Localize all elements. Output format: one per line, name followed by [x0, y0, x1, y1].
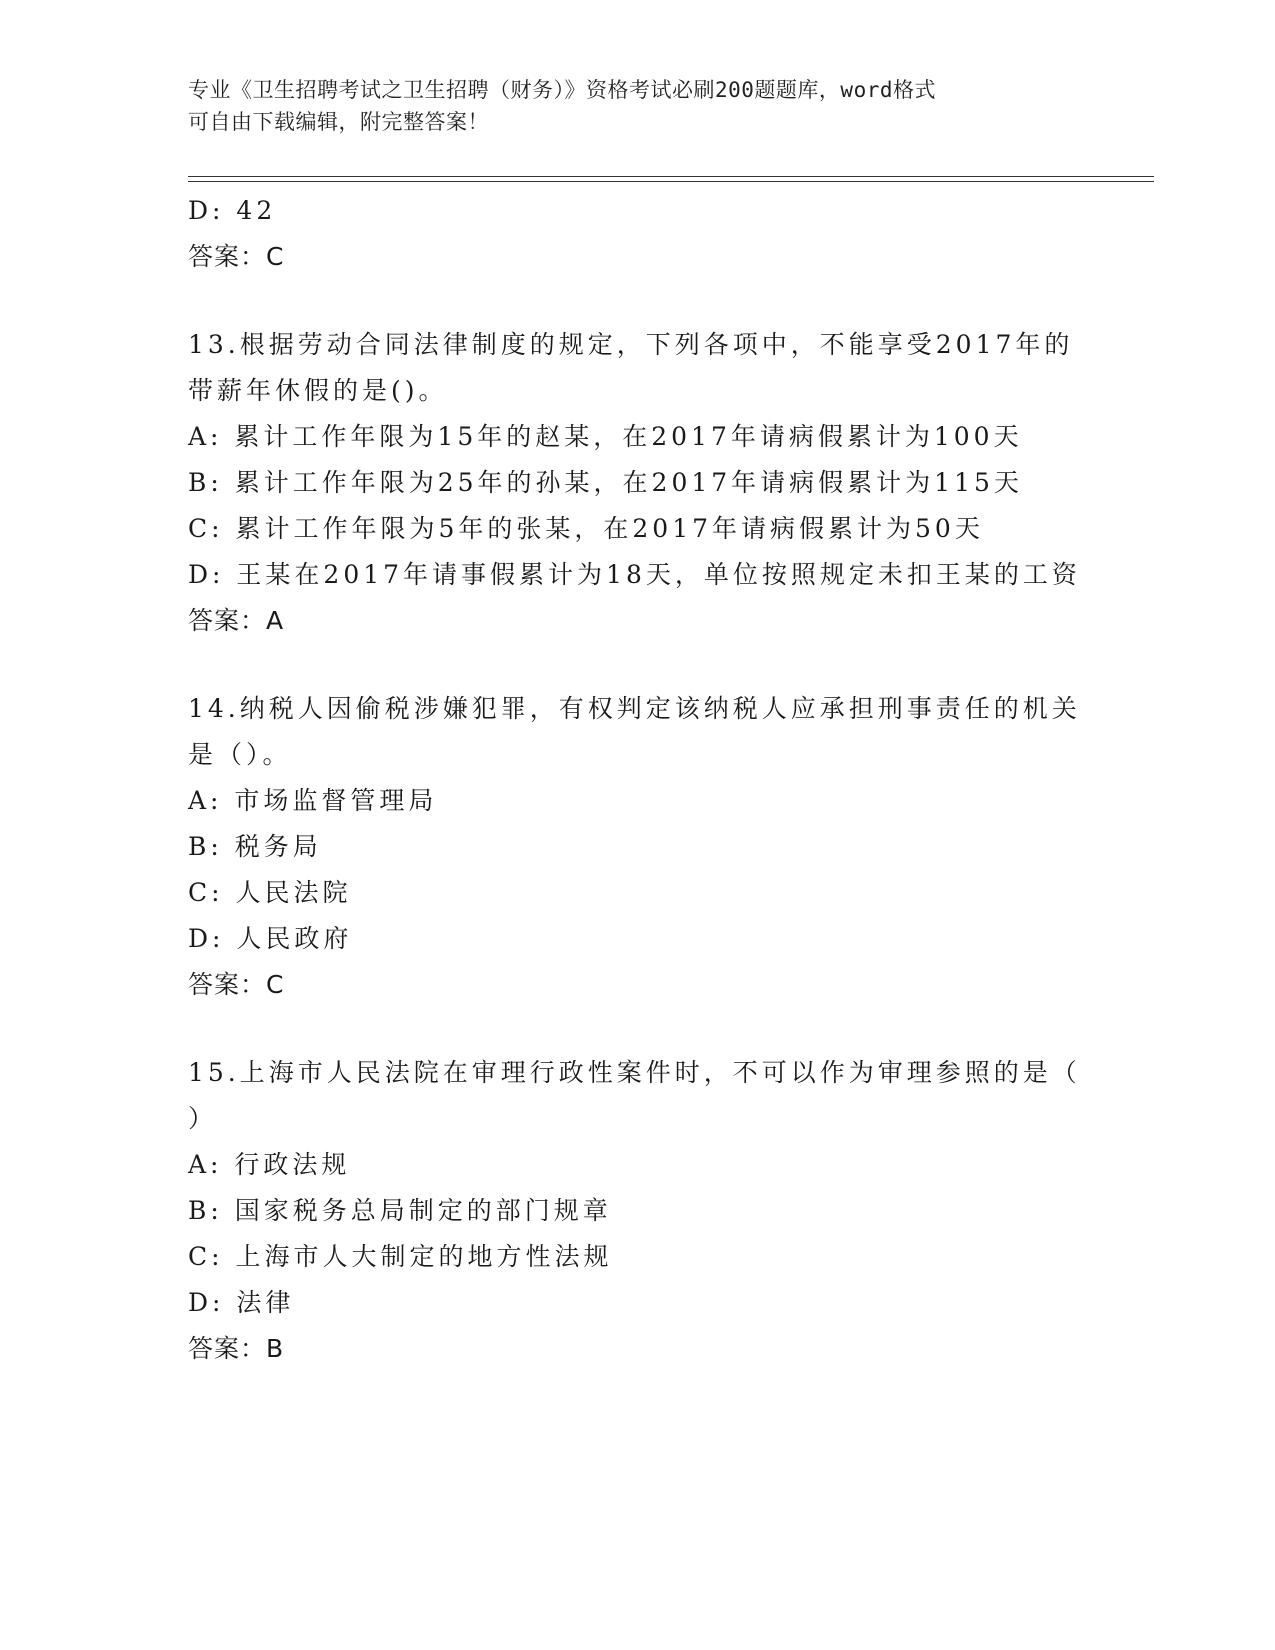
answer-line: 答案：C — [188, 970, 285, 999]
question-stem: 14.纳税人因偷税涉嫌犯罪，有权判定该纳税人应承担刑事责任的机关 — [188, 694, 1081, 723]
question-stem-continued: 带薪年休假的是()。 — [188, 376, 448, 405]
option-c: C: 人民法院 — [188, 878, 352, 907]
answer-line: 答案：B — [188, 1334, 285, 1363]
option-d: D: 王某在2017年请事假累计为18天，单位按照规定未扣王某的工资 — [188, 560, 1081, 589]
option-d: D: 人民政府 — [188, 924, 353, 953]
option-a: A: 行政法规 — [188, 1150, 351, 1179]
page-header — [188, 74, 1068, 138]
header-title-line-1: 专业《卫生招聘考试之卫生招聘（财务）》资格考试必刷200题题库，word格式 — [188, 78, 936, 102]
option-a: A: 市场监督管理局 — [188, 786, 438, 815]
option-c: C: 上海市人大制定的地方性法规 — [188, 1242, 613, 1271]
option-b: B: 累计工作年限为25年的孙某，在2017年请病假累计为115天 — [188, 468, 1023, 497]
option-a: A: 累计工作年限为15年的赵某，在2017年请病假累计为100天 — [188, 422, 1023, 451]
header-title-line-2: 可自由下载编辑，附完整答案！ — [188, 110, 489, 134]
question-stem-continued: 是（）。 — [188, 740, 292, 769]
question-14 — [188, 686, 1088, 1008]
header-divider-bottom — [188, 181, 1154, 182]
previous-question-tail — [188, 188, 1088, 280]
option-b: B: 国家税务总局制定的部门规章 — [188, 1196, 612, 1225]
question-stem: 15.上海市人民法院在审理行政性案件时，不可以作为审理参照的是（ — [188, 1058, 1081, 1087]
answer-line: 答案：C — [188, 242, 285, 271]
question-stem-continued: ） — [188, 1104, 218, 1133]
option-b: B: 税务局 — [188, 832, 322, 861]
option-c: C: 累计工作年限为5年的张某，在2017年请病假累计为50天 — [188, 514, 984, 543]
option-d: D: 法律 — [188, 1288, 295, 1317]
question-13 — [188, 322, 1088, 644]
header-divider-top — [188, 176, 1154, 177]
question-stem: 13.根据劳动合同法律制度的规定，下列各项中，不能享受2017年的 — [188, 330, 1074, 359]
option-d: D: 42 — [188, 196, 277, 225]
answer-line: 答案：A — [188, 606, 285, 635]
document-body — [188, 188, 1088, 1372]
question-15 — [188, 1050, 1088, 1372]
